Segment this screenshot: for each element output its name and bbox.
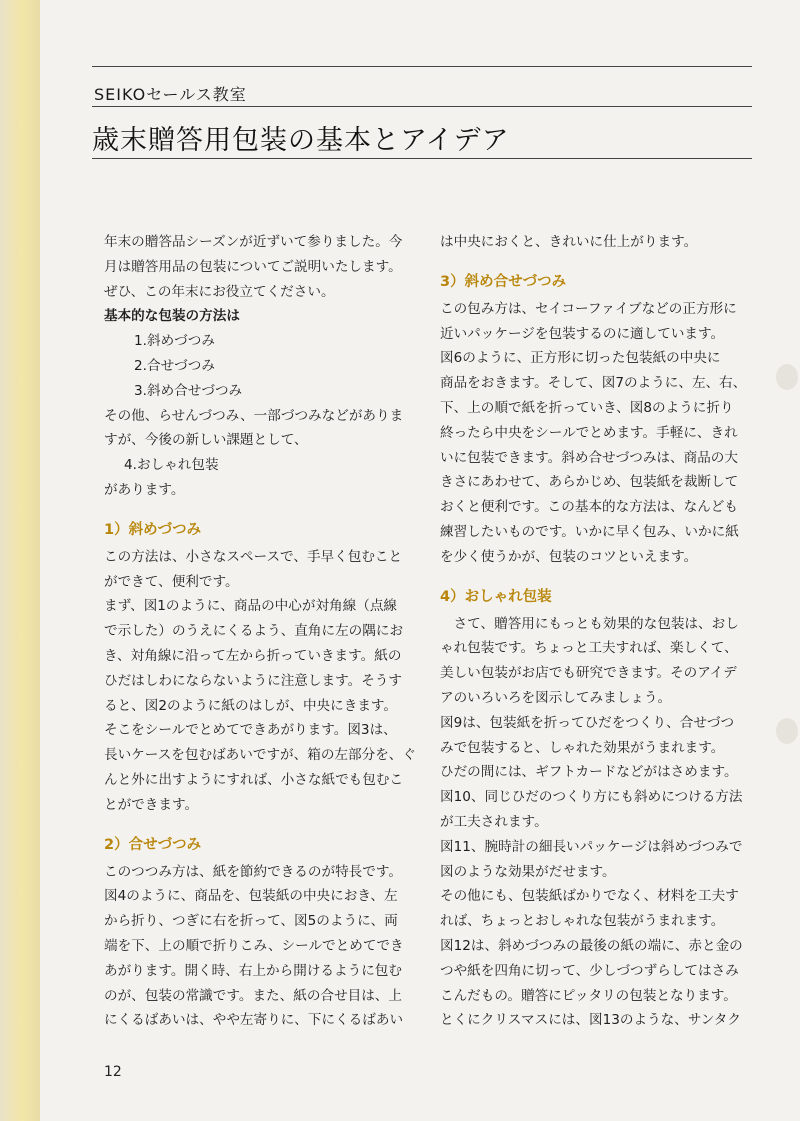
header-middle-rule bbox=[92, 106, 752, 107]
body-text-line: 下、上の順で紙を折っていき、図8のように折り bbox=[440, 399, 734, 416]
body-text-line: 年末の贈答品シーズンが近ずいて参りました。今 bbox=[104, 234, 403, 250]
body-text-line: ひだはしわにならないように注意します。そうす bbox=[104, 672, 402, 689]
body-text-line: その他にも、包装紙ばかりでなく、材料を工夫す bbox=[440, 888, 739, 905]
body-text-line: 商品をおきます。そして、図7のように、左、右、 bbox=[440, 375, 747, 392]
body-text-line: が工夫されます。 bbox=[440, 813, 548, 830]
left-column bbox=[104, 230, 434, 1033]
page-edge-strip bbox=[0, 0, 40, 1121]
body-text-line: 図4のように、商品を、包装紙の中央におき、左 bbox=[104, 888, 398, 905]
series-label: SEIKOセールス教室 bbox=[94, 85, 247, 104]
section-heading: 1）斜めづつみ bbox=[104, 521, 202, 538]
body-text-line: みで包装すると、しゃれた効果がうまれます。 bbox=[440, 739, 725, 756]
method-list-item: 1.斜めづつみ bbox=[134, 333, 215, 350]
body-text-line: ひだの間には、ギフトカードなどがはさめます。 bbox=[440, 764, 738, 781]
body-text-line: は中央におくと、きれいに仕上がります。 bbox=[440, 234, 698, 250]
body-text-line: きさにあわせて、あらかじめ、包装紙を裁断して bbox=[440, 474, 739, 491]
header-top-rule bbox=[92, 66, 752, 67]
body-text-line: ゃれ包装です。ちょっと工夫すれば、楽しくて、 bbox=[440, 640, 738, 657]
body-text-line: から折り、つぎに右を折って、図5のように、両 bbox=[104, 913, 398, 930]
method-list-item: 4.おしゃれ包装 bbox=[124, 457, 219, 474]
method-list-item: 3.斜め合せづつみ bbox=[134, 382, 243, 399]
body-text-line: を少く使うかが、包装のコツといえます。 bbox=[440, 548, 698, 565]
body-text-line: んと外に出すようにすれば、小さな紙でも包むこ bbox=[104, 771, 404, 788]
body-text-line: さて、贈答用にもっとも効果的な包装は、おし bbox=[440, 615, 739, 632]
body-text-line: つや紙を四角に切って、少しづつずらしてはさみ bbox=[440, 962, 739, 979]
subheading: 基本的な包装の方法は bbox=[104, 308, 240, 325]
body-text-line: あがります。開く時、右上から開けるように包む bbox=[104, 962, 402, 979]
section-spacer bbox=[440, 570, 770, 582]
body-text-line: そこをシールでとめてできあがります。図3は、 bbox=[104, 722, 397, 739]
page-number: 12 bbox=[104, 1064, 122, 1080]
body-text-line: 月は贈答用品の包装についてご説明いたします。 bbox=[104, 258, 402, 275]
body-text-line: 近いパッケージを包装するのに適しています。 bbox=[440, 325, 725, 342]
body-text-line: その他、らせんづつみ、一部づつみなどがありま bbox=[104, 407, 404, 424]
body-text-line: 美しい包装がお店でも研究できます。そのアイデ bbox=[440, 665, 737, 682]
body-text-line: 端を下、上の順で折りこみ、シールでとめてでき bbox=[104, 937, 404, 954]
body-text-line: で示した）のうえにくるよう、直角に左の隅にお bbox=[104, 623, 404, 640]
section-heading: 3）斜め合せづつみ bbox=[440, 273, 567, 290]
body-text-line: とくにクリスマスには、図13のような、サンタク bbox=[440, 1012, 741, 1029]
body-text-line: おくと便利です。この基本的な方法は、なんども bbox=[440, 499, 738, 516]
body-text-line: 図11、腕時計の細長いパッケージは斜めづつみで bbox=[440, 838, 743, 855]
body-text-line: こんだもの。贈答にピッタリの包装となります。 bbox=[440, 987, 737, 1004]
body-text-line: 図10、同じひだのつくり方にも斜めにつける方法 bbox=[440, 789, 743, 806]
body-text-line: があります。 bbox=[104, 481, 185, 498]
body-text-line: ると、図2のように紙のはしが、中央にきます。 bbox=[104, 697, 398, 714]
body-text-line: 図6のように、正方形に切った包装紙の中央に bbox=[440, 350, 721, 367]
section-spacer bbox=[104, 503, 434, 515]
body-text-line: とができます。 bbox=[104, 796, 199, 813]
body-text-line: れば、ちょっとおしゃれな包装がうまれます。 bbox=[440, 913, 725, 930]
title-bottom-rule bbox=[92, 158, 752, 159]
body-text-line: この方法は、小さなスペースで、手早く包むこと bbox=[104, 548, 403, 565]
section-heading: 4）おしゃれ包装 bbox=[440, 588, 552, 605]
punch-hole-bottom bbox=[776, 718, 798, 744]
page-title: 歳末贈答用包装の基本とアイデア bbox=[92, 125, 510, 156]
body-text-line: アのいろいろを図示してみましょう。 bbox=[440, 689, 672, 706]
body-text-line: 練習したいものです。いかに早く包み、いかに紙 bbox=[440, 523, 739, 540]
body-text-line: このつつみ方は、紙を節約できるのが特長です。 bbox=[104, 863, 402, 880]
punch-hole-top bbox=[776, 364, 798, 390]
body-text-line: ぜひ、この年末にお役立てください。 bbox=[104, 283, 335, 300]
body-text-line: き、対角線に沿って左から折っていきます。紙の bbox=[104, 647, 402, 664]
body-text-line: ができて、便利です。 bbox=[104, 573, 239, 590]
body-text-line: 終ったら中央をシールでとめます。手軽に、きれ bbox=[440, 424, 738, 441]
body-text-line: この包み方は、セイコーファイブなどの正方形に bbox=[440, 300, 737, 317]
section-spacer bbox=[104, 818, 434, 830]
body-text-line: のが、包装の常識です。また、紙の合せ目は、上 bbox=[104, 987, 402, 1004]
body-text-line: にくるばあいは、やや左寄りに、下にくるばあい bbox=[104, 1012, 404, 1029]
section-heading: 2）合せづつみ bbox=[104, 836, 202, 853]
body-text-line: 図12は、斜めづつみの最後の紙の端に、赤と金の bbox=[440, 937, 743, 954]
right-column bbox=[440, 230, 770, 1033]
method-list-item: 2.合せづつみ bbox=[134, 357, 215, 374]
body-text-line: いに包装できます。斜め合せづつみは、商品の大 bbox=[440, 449, 738, 466]
body-text-line: 図のような効果がだせます。 bbox=[440, 863, 616, 880]
section-spacer bbox=[440, 255, 770, 267]
body-text-line: 長いケースを包むばあいですが、箱の左部分を、ぐ bbox=[104, 747, 416, 764]
body-text-line: 図9は、包装紙を折ってひだをつくり、合せづつ bbox=[440, 714, 735, 731]
body-text-line: すが、今後の新しい課題として、 bbox=[104, 432, 308, 449]
body-text-line: まず、図1のように、商品の中心が対角線（点線 bbox=[104, 598, 398, 615]
